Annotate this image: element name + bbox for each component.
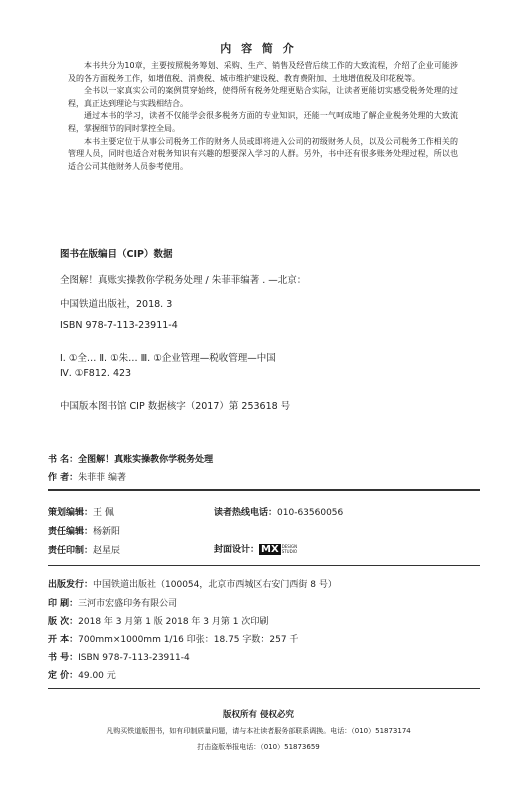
cip-line: ISBN 978-7-113-23911-4 xyxy=(60,320,178,331)
cip-line: Ⅰ. ①全… Ⅱ. ①朱… Ⅲ. ①企业管理—税收管理—中国 xyxy=(60,353,276,364)
publisher-label: 出版发行： xyxy=(48,580,94,590)
intro-body xyxy=(68,60,458,173)
price-row xyxy=(48,668,116,681)
isbn-label: 书 号： xyxy=(48,653,79,663)
cip-line: 全图解！真账实操教你学税务处理 / 朱菲菲编著 . —北京： xyxy=(60,275,307,286)
edition-row xyxy=(48,614,268,627)
divider xyxy=(48,565,480,566)
book-author-label: 作 者： xyxy=(48,473,79,483)
publisher-row xyxy=(48,577,337,590)
publisher-value: 中国铁道出版社（100054，北京市西城区右安门西街 8 号） xyxy=(93,580,337,590)
intro-paragraph: 全书以一家真实公司的案例贯穿始终，使得所有税务处理更贴合实际，让读者更能切实感受税务处理的过程，真正达到理论与实践相结合。 xyxy=(68,86,458,108)
service-notice: 凡购买铁道版图书，如有印制质量问题，请与本社读者服务部联系调换。电话：（010）51873174 xyxy=(106,727,411,735)
printer-value: 三河市宏盛印务有限公司 xyxy=(78,599,178,609)
cip-heading: 图书在版编目（CIP）数据 xyxy=(60,249,173,260)
printing-manager-value: 赵星辰 xyxy=(93,546,121,556)
editor-label: 责任编辑： xyxy=(48,527,94,537)
copyright-notice: 版权所有 侵权必究 xyxy=(223,710,294,720)
cip-line: 中国铁道出版社，2018. 3 xyxy=(60,299,173,310)
cover-design-label: 封面设计： xyxy=(214,545,260,555)
planning-editor-row xyxy=(48,505,114,518)
price-label: 定 价： xyxy=(48,671,79,681)
printer-label: 印 刷： xyxy=(48,599,79,609)
printing-manager-row xyxy=(48,543,120,556)
book-title-row xyxy=(48,452,213,465)
hotline-label: 读者热线电话： xyxy=(214,508,278,518)
format-label: 开 本： xyxy=(48,635,79,645)
format-row xyxy=(48,632,298,645)
book-author-value: 朱菲菲 编著 xyxy=(78,473,127,483)
book-author-row xyxy=(48,470,126,483)
cover-design-row xyxy=(214,542,297,555)
intro-paragraph: 本书主要定位于从事公司税务工作的财务人员或即将进入公司的初级财务人员，以及公司税务工作相关的管理人员，同时也适合对税务知识有兴趣的想要深入学习的人群。另外，书中还有很多账务处理过程，所以也适合公司其他财务人员参考使用。 xyxy=(68,136,458,171)
divider xyxy=(48,688,480,689)
isbn-row xyxy=(48,650,190,663)
piracy-hotline: 打击盗版举报电话：（010）51873659 xyxy=(197,743,320,751)
isbn-value: ISBN 978-7-113-23911-4 xyxy=(78,653,190,663)
printer-row xyxy=(48,596,177,609)
design-studio-logo: MX DESIGN STUDIO xyxy=(261,544,298,555)
book-title-label: 书 名： xyxy=(48,455,79,465)
planning-editor-label: 策划编辑： xyxy=(48,508,94,518)
format-value: 700mm×1000mm 1/16 印张：18.75 字数：257 千 xyxy=(78,635,299,645)
intro-paragraph: 本书共分为10章，主要按照税务筹划、采购、生产、销售及经营后续工作的大致流程，介绍了企业可能涉及的各方面税务工作，如增值税、消费税、城市维护建设税、教育费附加、土地增值税及印花税等。 xyxy=(68,61,458,83)
printing-manager-label: 责任印制： xyxy=(48,546,94,556)
planning-editor-value: 王 佩 xyxy=(93,508,114,518)
intro-paragraph: 通过本书的学习，读者不仅能学会很多税务方面的专业知识，还能一气呵成地了解企业税务处理的大致流程，掌握细节的同时掌控全局。 xyxy=(68,111,458,133)
edition-label: 版 次： xyxy=(48,617,79,627)
intro-heading: 内 容 简 介 xyxy=(220,42,297,55)
editor-row xyxy=(48,524,120,537)
divider xyxy=(48,489,480,491)
editor-value: 杨新阳 xyxy=(93,527,121,537)
price-value: 49.00 元 xyxy=(78,671,116,681)
book-title-value: 全图解！真账实操教你学税务处理 xyxy=(78,455,214,465)
cip-line: Ⅳ. ①F812. 423 xyxy=(60,368,132,379)
hotline-row xyxy=(214,505,343,518)
cip-line: 中国版本图书馆 CIP 数据核字（2017）第 253618 号 xyxy=(60,401,291,412)
edition-value: 2018 年 3 月第 1 版 2018 年 3 月第 1 次印刷 xyxy=(78,617,269,627)
hotline-value: 010-63560056 xyxy=(277,508,344,518)
